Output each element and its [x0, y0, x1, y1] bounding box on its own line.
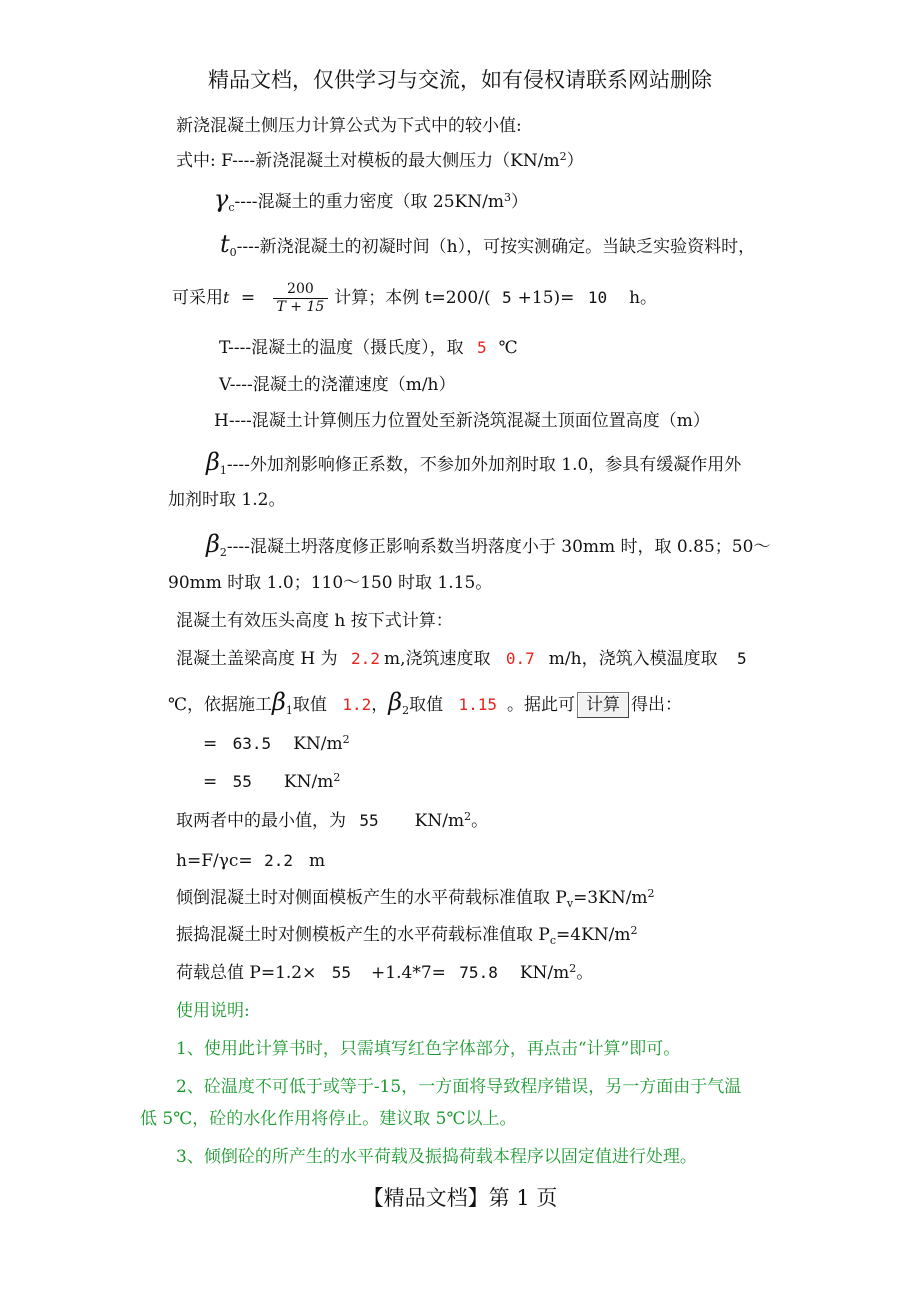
min-value: 55	[359, 811, 379, 830]
inputs2-text-2: 取值	[292, 695, 327, 715]
result1-unit: KN/m	[293, 734, 343, 754]
vib-load-sub: c	[549, 934, 557, 947]
vib-load-val: =4KN/m	[556, 925, 631, 945]
inputs-text-3: m/h，浇筑入模温度取	[548, 649, 718, 669]
height-input[interactable]: 2.2	[351, 649, 380, 668]
vibration-load-line	[176, 924, 638, 952]
f-def-text: 式中: F----新浇混凝土对模板的最大侧压力（KN/m	[176, 151, 560, 171]
formula-var-t: t	[223, 288, 230, 307]
min-sup: 2	[464, 810, 472, 823]
t0-symbol: t	[220, 230, 230, 258]
beta1-sub: 1	[219, 464, 227, 477]
head-height-text: 混凝土有效压头高度 h 按下式计算：	[176, 611, 453, 631]
total-load-text-2: +1.4*7=	[371, 963, 446, 983]
T-def-unit: ℃	[498, 338, 518, 358]
beta1-definition	[206, 448, 742, 482]
f-definition	[176, 150, 584, 172]
result-1	[203, 733, 350, 755]
inputs-line-2	[168, 687, 682, 726]
total-load-v1: 55	[331, 963, 352, 982]
total-load-unit: KN/m	[519, 963, 570, 983]
inputs-text-2: m,浇筑速度取	[383, 649, 491, 669]
beta2-input[interactable]: 1.15	[458, 695, 498, 714]
inputs2-text-1: ℃，依据施工	[168, 695, 273, 715]
formula-mid2: +15)=	[517, 288, 575, 308]
formula-prefix: 可采用	[172, 288, 223, 308]
pour-temperature-value: 5	[737, 649, 747, 668]
gamma-definition	[214, 185, 528, 219]
result1-sup: 2	[342, 733, 350, 746]
result-2	[203, 771, 340, 793]
formula-eq: =	[240, 288, 256, 308]
t0-def-text: ----新浇混凝土的初凝时间（h），可按实测确定。当缺乏实验资料时，	[236, 237, 756, 257]
formula-denominator: T + 15	[276, 299, 325, 315]
beta1-inline-sub: 1	[285, 704, 293, 717]
formula-t-value: 10	[587, 288, 608, 307]
instruction-item-2: 2、砼温度不可低于或等于-15，一方面将导致程序错误，另一方面由于气温	[176, 1077, 742, 1097]
page-footer: 【精品文档】第 1 页	[362, 1186, 558, 1210]
page-header: 精品文档，仅供学习与交流，如有侵权请联系网站删除	[208, 68, 712, 92]
inputs-text-1: 混凝土盖梁高度 H 为	[176, 649, 338, 669]
min-value-line	[176, 810, 488, 832]
intro-text: 新浇混凝土侧压力计算公式为下式中的较小值:	[176, 116, 522, 136]
vib-load-sup: 2	[630, 924, 638, 937]
gamma-def-close: ）	[510, 192, 528, 212]
instructions-title: 使用说明:	[176, 1001, 250, 1021]
instruction-item-2-cont: 低 5℃，砼的水化作用将停止。建议取 5℃以上。	[140, 1109, 517, 1129]
result2-unit: KN/m	[283, 772, 334, 792]
formula-numerator: 200	[273, 281, 329, 299]
inputs2-text-6: 得出：	[631, 695, 683, 715]
inputs2-text-5: 。据此可	[507, 695, 576, 715]
pour-load-sup: 2	[647, 887, 655, 900]
formula-T-value: 5	[502, 288, 512, 307]
gamma-symbol: γ	[214, 185, 229, 213]
T-definition	[219, 337, 518, 359]
result2-sup: 2	[333, 771, 341, 784]
beta1-continuation: 加剂时取 1.2。	[168, 490, 286, 510]
h-result-line	[176, 850, 325, 872]
formula-unit: h。	[629, 288, 658, 308]
total-load-v2: 75.8	[459, 963, 498, 982]
calculate-button[interactable]: 计算	[577, 692, 629, 718]
inputs2-text-4: 取值	[409, 695, 444, 715]
beta1-input[interactable]: 1.2	[342, 695, 372, 714]
temperature-input[interactable]: 5	[477, 338, 487, 357]
beta2-sub: 2	[219, 546, 227, 559]
result1-value: 63.5	[232, 734, 272, 753]
beta2-continuation: 90mm 时取 1.0；110～150 时取 1.15。	[168, 573, 493, 593]
inputs2-text-3: ，	[371, 695, 389, 715]
V-definition: V----混凝土的浇灌速度（m/h）	[219, 375, 456, 395]
instruction-item-3: 3、倾倒砼的所产生的水平荷载及振捣荷载本程序以固定值进行处理。	[176, 1147, 697, 1167]
beta2-inline-symbol: β	[388, 688, 403, 716]
formula-fraction	[273, 281, 329, 316]
t0-definition	[220, 230, 756, 264]
beta2-symbol: β	[206, 530, 220, 558]
pour-load-sub: v	[566, 897, 574, 910]
gamma-def-sup: 3	[503, 191, 511, 204]
result2-value: 55	[232, 772, 252, 791]
f-def-sup: 2	[559, 150, 567, 163]
min-end: 。	[471, 811, 489, 831]
speed-input[interactable]: 0.7	[505, 649, 535, 668]
h-value: 2.2	[264, 851, 293, 870]
min-text: 取两者中的最小值，为	[176, 811, 346, 831]
inputs-line	[176, 648, 747, 670]
beta2-inline-sub: 2	[402, 704, 410, 717]
formula-mid: 计算；本例 t=200/(	[334, 288, 491, 308]
h-text: h=F/γc=	[176, 851, 253, 871]
h-unit: m	[308, 851, 326, 871]
formula-line	[172, 280, 657, 316]
min-unit: KN/m	[414, 811, 465, 831]
pour-load-line	[176, 887, 655, 915]
total-load-text-1: 荷载总值 P=1.2×	[176, 963, 317, 983]
total-load-sup: 2	[569, 962, 577, 975]
gamma-sub: c	[228, 201, 235, 214]
beta1-def-text: ----外加剂影响修正系数，不参加外加剂时取 1.0，参具有缓凝作用外	[226, 455, 742, 475]
total-load-end: 。	[576, 963, 594, 983]
gamma-def-text: ----混凝土的重力密度（取 25KN/m	[234, 192, 504, 212]
beta1-inline-symbol: β	[272, 688, 286, 716]
pour-load-text: 倾倒混凝土时对侧面模板产生的水平荷载标准值取 P	[176, 888, 567, 908]
beta2-def-text: ----混凝土坍落度修正影响系数当坍落度小于 30mm 时，取 0.85；50～	[226, 537, 771, 557]
instruction-item-1: 1、使用此计算书时，只需填写红色字体部分，再点击“计算”即可。	[176, 1039, 681, 1059]
f-def-close: ）	[566, 151, 584, 171]
result2-eq: =	[203, 772, 218, 792]
beta2-definition	[206, 530, 771, 564]
beta1-symbol: β	[206, 448, 220, 476]
t0-sub: 0	[229, 246, 237, 259]
pour-load-val: =3KN/m	[573, 888, 648, 908]
T-def-text: T----混凝土的温度（摄氏度），取	[219, 338, 464, 358]
total-load-line	[176, 962, 593, 984]
H-definition: H----混凝土计算侧压力位置处至新浇筑混凝土顶面位置高度（m）	[214, 411, 710, 431]
vib-load-text: 振捣混凝土时对侧模板产生的水平荷载标准值取 P	[176, 925, 550, 945]
result1-eq: =	[203, 734, 218, 754]
